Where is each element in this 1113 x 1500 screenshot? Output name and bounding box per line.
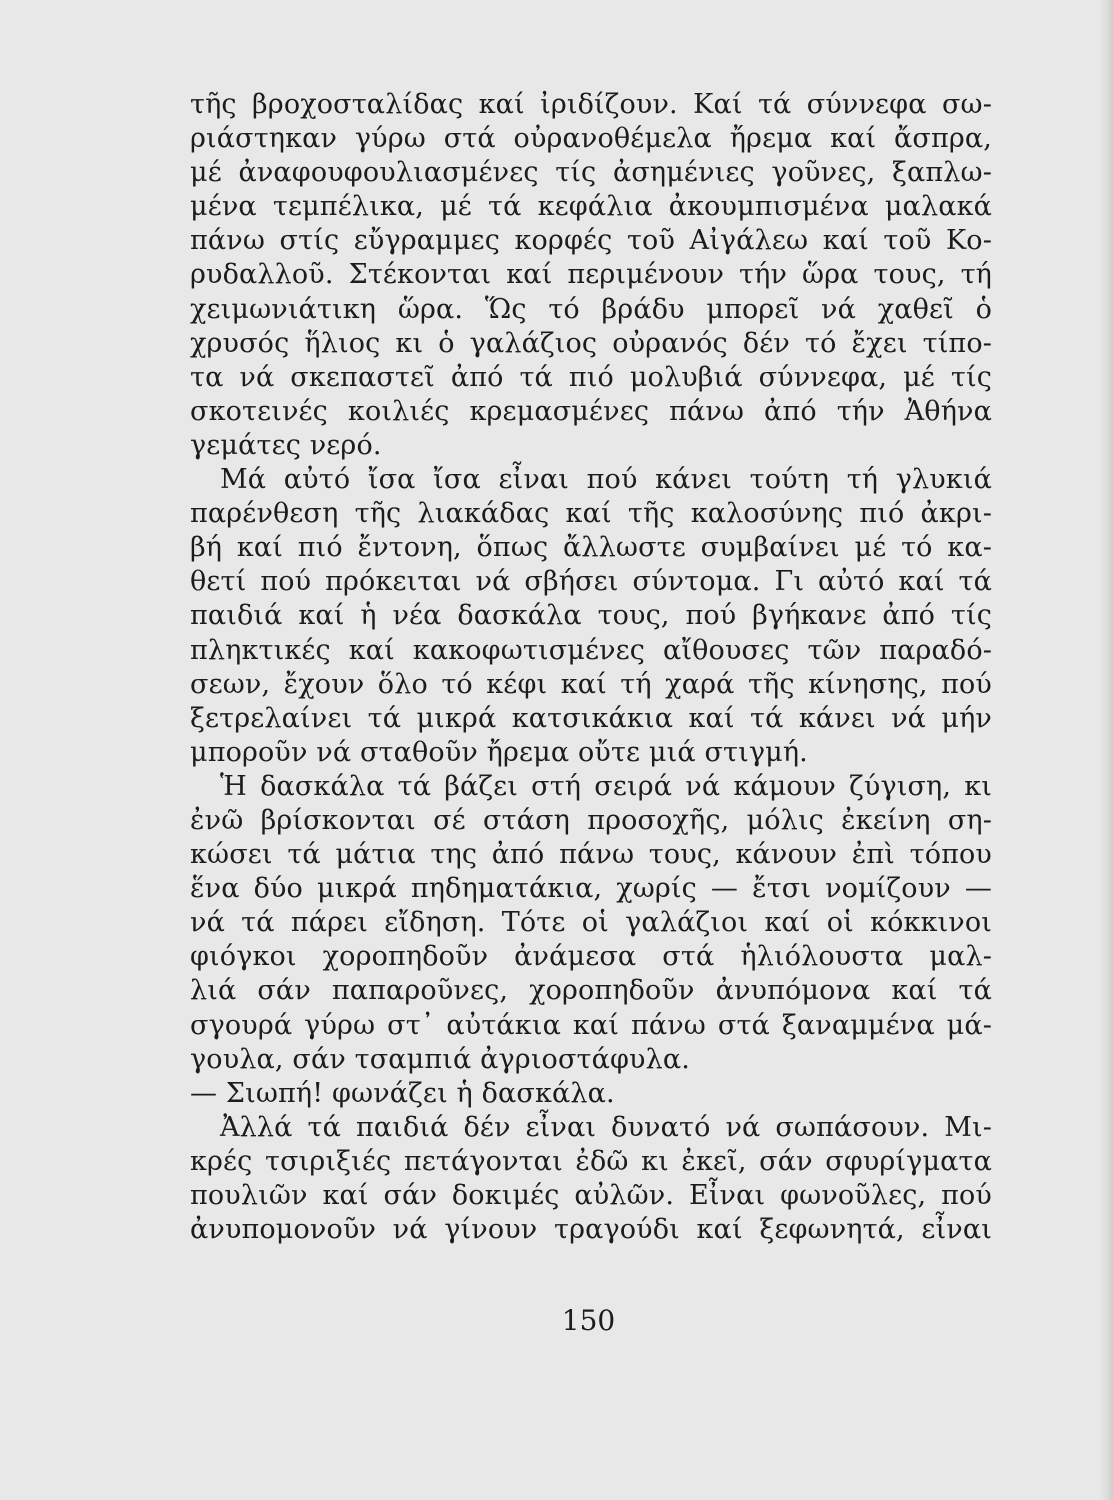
text-line: σγουρά γύρω στ᾽ αὐτάκια καί πάνω στά ξαναμμένα μά- — [190, 1009, 992, 1041]
text-line: μένα τεμπέλικα, μέ τά κεφάλια ἀκουμπισμένα μαλακά — [190, 191, 992, 223]
text-line: ἐνῶ βρίσκονται σέ στάση προσοχῆς, μόλις ἐκείνη ση- — [190, 804, 992, 836]
dialogue-line: — Σιωπή! φωνάζει ἡ δασκάλα. — [190, 1077, 615, 1109]
text-line: πουλιῶν καί σάν δοκιμές αὐλῶν. Εἶναι φωνοῦλες, πού — [190, 1180, 992, 1211]
text-line: κώσει τά μάτια της ἀπό πάνω τους, κάνουν ἐπὶ τόπου — [190, 839, 992, 871]
text-line: σκοτεινές κοιλιές κρεμασμένες πάνω ἀπό τήν Ἀθήνα — [190, 395, 992, 427]
text-line: χρυσός ἥλιος κι ὁ γαλάζιος οὐρανός δέν τό ἔχει τίπο- — [190, 327, 992, 359]
text-line: γεμάτες νερό. — [190, 429, 382, 461]
text-line: κρές τσιριξιές πετάγονται ἐδῶ κι ἐκεῖ, σάν σφυρίγματα — [190, 1145, 992, 1177]
text-line: ξετρελαίνει τά μικρά κατσικάκια καί τά κάνει νά μήν — [190, 702, 992, 734]
text-line: χειμωνιάτικη ὥρα. Ὥς τό βράδυ μπορεῖ νά χαθεῖ ὁ — [190, 293, 992, 325]
text-line: μποροῦν νά σταθοῦν ἤρεμα οὔτε μιά στιγμή. — [190, 736, 808, 768]
page-edge-shadow — [1099, 0, 1113, 1500]
text-line: τῆς βροχοσταλίδας καί ἰριδίζουν. Καί τά σύννεφα σω- — [190, 89, 992, 120]
text-line: βή καί πιό ἔντονη, ὅπως ἄλλωστε συμβαίνει μέ τό κα- — [190, 532, 992, 564]
text-line: μέ ἀναφουφουλιασμένες τίς ἀσημένιες γοῦνες, ξαπλω- — [190, 157, 992, 189]
text-line: παιδιά καί ἡ νέα δασκάλα τους, πού βγήκανε ἀπό τίς — [190, 600, 992, 632]
text-line: γουλα, σάν τσαμπιά ἀγριοστάφυλα. — [190, 1043, 691, 1075]
text-line: πάνω στίς εὔγραμμες κορφές τοῦ Αἰγάλεω καί τοῦ Κο- — [190, 225, 992, 257]
text-line: παρένθεση τῆς λιακάδας καί τῆς καλοσύνης πιό ἀκρι- — [190, 498, 992, 530]
text-line: ἀνυπομονοῦν νά γίνουν τραγούδι καί ξεφωνητά, εἶναι — [190, 1214, 992, 1246]
body-text — [190, 88, 992, 1247]
text-line: ριάστηκαν γύρω στά οὐρανοθέμελα ἤρεμα καί ἄσπρα, — [190, 123, 992, 155]
paragraph-start: Ἀλλά τά παιδιά δέν εἶναι δυνατό νά σωπάσουν. Μι- — [220, 1111, 992, 1143]
text-line: θετί πού πρόκειται νά σβήσει σύντομα. Γι αὐτό καί τά — [190, 566, 992, 598]
text-line: ρυδαλλοῦ. Στέκονται καί περιμένουν τήν ὥρα τους, τή — [190, 259, 992, 291]
paragraph-start: Ἡ δασκάλα τά βάζει στή σειρά νά κάμουν ζύγιση, κι — [220, 770, 992, 802]
text-line: τα νά σκεπαστεῖ ἀπό τά πιό μολυβιά σύννεφα, μέ τίς — [190, 361, 992, 393]
text-line: φιόγκοι χοροπηδοῦν ἀνάμεσα στά ἡλιόλουστα μαλ- — [190, 941, 992, 973]
text-line: λιά σάν παπαροῦνες, χοροπηδοῦν ἀνυπόμονα καί τά — [190, 975, 992, 1007]
text-line: ἕνα δύο μικρά πηδηματάκια, χωρίς — ἔτσι νομίζουν — — [190, 873, 992, 905]
text-line: πληκτικές καί κακοφωτισμένες αἴθουσες τῶν παραδό- — [190, 634, 992, 666]
text-line: σεων, ἔχουν ὅλο τό κέφι καί τή χαρά τῆς κίνησης, πού — [190, 668, 992, 700]
paragraph-start: Μά αὐτό ἴσα ἴσα εἶναι πού κάνει τούτη τή γλυκιά — [220, 464, 992, 496]
text-line: νά τά πάρει εἴδηση. Τότε οἱ γαλάζιοι καί οἱ κόκκινοι — [190, 907, 992, 939]
page-number: 150 — [561, 1304, 616, 1337]
